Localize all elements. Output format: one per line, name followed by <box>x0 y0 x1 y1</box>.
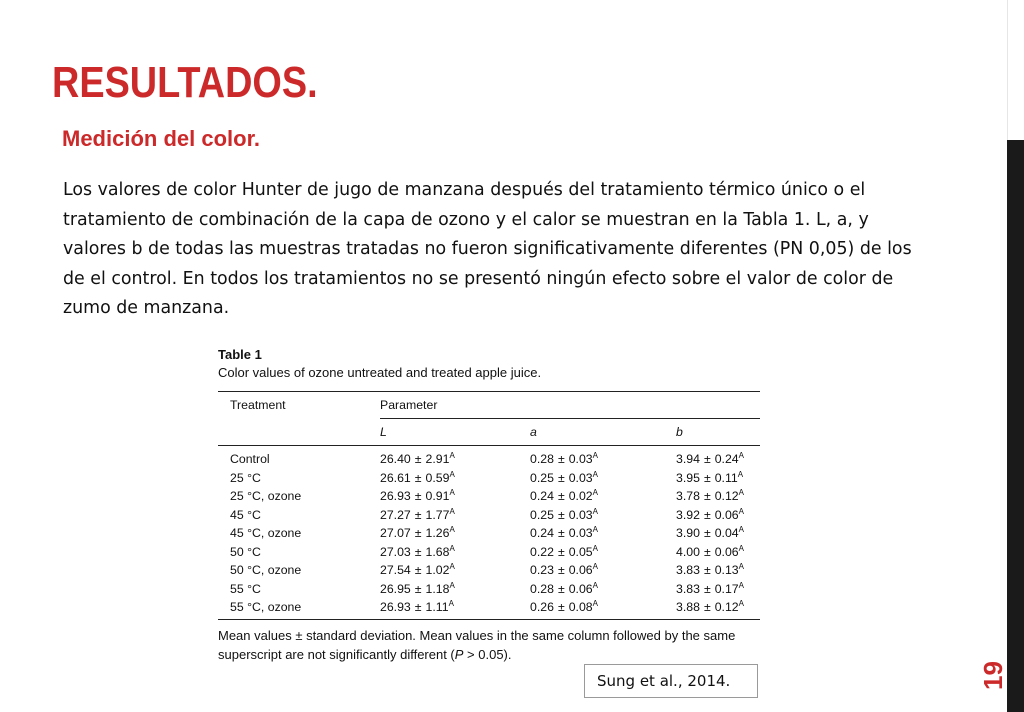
footnote-post: > 0.05). <box>463 646 512 662</box>
superscript-L: A <box>449 469 455 479</box>
plus-minus: ± <box>557 470 565 485</box>
header-treatment: Treatment <box>218 392 380 419</box>
superscript-L: A <box>448 599 454 608</box>
value-a: 0.28 <box>530 452 554 466</box>
cell-L <box>380 543 530 562</box>
superscript-a: A <box>592 543 598 553</box>
cell-treatment: 50 °C, ozone <box>230 563 302 577</box>
page-number: 19 <box>978 661 1008 690</box>
header-b: b <box>676 419 760 446</box>
cell-a <box>530 580 676 599</box>
superscript-a: A <box>592 580 598 590</box>
plus-minus: ± <box>414 600 422 614</box>
value-L: 26.93 <box>380 489 411 503</box>
cell-treatment: 50 °C <box>230 544 261 559</box>
plus-minus: ± <box>703 507 711 522</box>
value-a: 0.22 <box>530 544 554 559</box>
sd-L: 1.26 <box>425 526 450 540</box>
sd-L: 1.11 <box>425 600 449 614</box>
plus-minus: ± <box>703 544 711 559</box>
sd-L: 0.59 <box>425 470 450 485</box>
citation-box: Sung et al., 2014. <box>584 664 758 698</box>
superscript-L: A <box>449 543 455 553</box>
table-row <box>218 469 760 488</box>
sd-b: 0.12 <box>714 600 739 614</box>
sd-a: 0.03 <box>568 507 593 522</box>
cell-b <box>676 580 760 599</box>
cell-b <box>676 487 760 506</box>
value-b: 3.83 <box>676 581 700 596</box>
cell-treatment: 55 °C, ozone <box>218 598 380 619</box>
body-paragraph: Los valores de color Hunter de jugo de manzana después del tratamiento térmico único o el tratamiento de combinación de la capa de ozono y el calor se muestran en la Tabla 1. L, a, y valores b de todas las muestras tratadas no fueron significativamente diferentes (PN 0,05) de los de el control. En todos los tratamientos no se presentó ningún efecto sobre el valor de color de zumo de manzana. <box>63 180 912 318</box>
superscript-a: A <box>592 488 598 497</box>
table-row <box>218 598 760 619</box>
slide-subtitle: Medición del color. <box>62 126 261 151</box>
value-a: 0.24 <box>530 526 554 540</box>
value-L: 27.03 <box>380 544 411 559</box>
superscript-L: A <box>449 562 455 571</box>
right-accent-bar <box>1007 0 1024 712</box>
sd-L: 1.68 <box>425 544 450 559</box>
table-figure <box>218 346 766 664</box>
cell-treatment: 25 °C <box>230 470 261 485</box>
cell-treatment: 45 °C, ozone <box>230 526 302 540</box>
header-parameter: Parameter <box>380 392 760 419</box>
superscript-b: A <box>738 451 744 460</box>
header-a: a <box>530 419 676 446</box>
plus-minus: ± <box>703 563 711 577</box>
header-blank <box>218 419 380 446</box>
superscript-b: A <box>738 506 744 516</box>
plus-minus: ± <box>557 563 565 577</box>
superscript-b: A <box>738 525 744 534</box>
cell-b <box>676 598 760 619</box>
sd-b: 0.04 <box>714 526 739 540</box>
value-L: 27.07 <box>380 526 411 540</box>
superscript-a: A <box>592 599 598 608</box>
table-footnote <box>218 626 766 664</box>
superscript-b: A <box>738 543 744 553</box>
superscript-b: A <box>738 599 744 608</box>
superscript-L: A <box>449 506 455 516</box>
superscript-b: A <box>738 488 744 497</box>
table-row <box>218 543 760 562</box>
cell-L <box>380 469 530 488</box>
cell-L <box>380 487 530 506</box>
plus-minus: ± <box>414 581 422 596</box>
cell-a <box>530 524 676 543</box>
plus-minus: ± <box>414 452 422 466</box>
superscript-L: A <box>449 580 455 590</box>
table-row <box>218 580 760 599</box>
sd-b: 0.06 <box>714 507 739 522</box>
sd-L: 2.91 <box>425 452 450 466</box>
value-b: 3.88 <box>676 600 700 614</box>
cell-b <box>676 543 760 562</box>
sd-a: 0.06 <box>568 563 593 577</box>
sd-b: 0.13 <box>714 563 739 577</box>
table-label: Table 1 <box>218 347 262 362</box>
plus-minus: ± <box>557 507 565 522</box>
value-b: 3.94 <box>676 452 700 466</box>
cell-b <box>676 506 760 525</box>
footnote-pre: Mean values ± standard deviation. Mean values in the same column followed by the same superscript are not significantly different ( <box>218 627 736 662</box>
superscript-L: A <box>449 451 455 460</box>
superscript-L: A <box>449 525 455 534</box>
cell-treatment: 45 °C <box>230 507 261 522</box>
value-b: 3.90 <box>676 526 700 540</box>
superscript-b: A <box>738 580 744 590</box>
cell-b <box>676 446 760 469</box>
plus-minus: ± <box>414 489 422 503</box>
value-a: 0.25 <box>530 470 554 485</box>
plus-minus: ± <box>557 526 565 540</box>
right-bar-top <box>1007 0 1024 140</box>
cell-b <box>676 469 760 488</box>
value-a: 0.25 <box>530 507 554 522</box>
sd-L: 1.77 <box>425 507 450 522</box>
footnote-p: P <box>454 646 464 662</box>
value-a: 0.26 <box>530 600 554 614</box>
plus-minus: ± <box>557 544 565 559</box>
superscript-a: A <box>592 506 598 516</box>
right-bar-bottom <box>1007 140 1024 712</box>
value-b: 3.83 <box>676 563 700 577</box>
plus-minus: ± <box>703 600 711 614</box>
cell-a <box>530 446 676 469</box>
superscript-L: A <box>449 488 455 497</box>
superscript-b: A <box>738 562 744 571</box>
plus-minus: ± <box>703 581 711 596</box>
plus-minus: ± <box>703 526 711 540</box>
plus-minus: ± <box>414 526 422 540</box>
plus-minus: ± <box>557 452 565 466</box>
value-L: 27.27 <box>380 507 411 522</box>
table-row <box>218 561 760 580</box>
plus-minus: ± <box>557 489 565 503</box>
sd-L: 1.02 <box>425 563 450 577</box>
value-a: 0.23 <box>530 563 554 577</box>
sd-b: 0.17 <box>714 581 739 596</box>
cell-a <box>530 469 676 488</box>
sd-a: 0.03 <box>568 470 593 485</box>
cell-treatment: 55 °C <box>230 581 261 596</box>
slide-title: RESULTADOS. <box>52 58 318 107</box>
cell-a <box>530 487 676 506</box>
cell-a <box>530 543 676 562</box>
table-row <box>218 506 760 525</box>
sd-a: 0.06 <box>568 581 593 596</box>
sd-b: 0.11 <box>714 470 738 485</box>
cell-L <box>380 580 530 599</box>
cell-L <box>380 524 530 543</box>
plus-minus: ± <box>414 507 422 522</box>
sd-a: 0.02 <box>568 489 593 503</box>
value-L: 26.93 <box>380 600 411 614</box>
superscript-a: A <box>592 562 598 571</box>
cell-treatment: 25 °C, ozone <box>230 489 302 503</box>
cell-L <box>380 446 530 469</box>
cell-a <box>530 598 676 619</box>
color-values-table <box>218 391 760 620</box>
table-row <box>218 446 760 469</box>
value-a: 0.24 <box>530 489 554 503</box>
sd-b: 0.06 <box>714 544 739 559</box>
plus-minus: ± <box>703 452 711 466</box>
plus-minus: ± <box>703 470 711 485</box>
value-L: 27.54 <box>380 563 411 577</box>
plus-minus: ± <box>557 600 565 614</box>
value-L: 26.40 <box>380 452 411 466</box>
table-row <box>218 487 760 506</box>
value-L: 26.95 <box>380 581 411 596</box>
plus-minus: ± <box>703 489 711 503</box>
sd-b: 0.12 <box>714 489 739 503</box>
cell-L <box>380 598 530 619</box>
table-row <box>218 524 760 543</box>
value-b: 3.95 <box>676 470 700 485</box>
cell-L <box>380 506 530 525</box>
superscript-a: A <box>592 451 598 460</box>
sd-a: 0.03 <box>568 452 593 466</box>
sd-L: 1.18 <box>425 581 450 596</box>
value-a: 0.28 <box>530 581 554 596</box>
superscript-a: A <box>592 469 598 479</box>
cell-treatment: Control <box>230 452 270 466</box>
cell-a <box>530 561 676 580</box>
sd-L: 0.91 <box>425 489 450 503</box>
plus-minus: ± <box>414 544 422 559</box>
cell-b <box>676 561 760 580</box>
superscript-a: A <box>592 525 598 534</box>
superscript-b: A <box>737 469 744 479</box>
cell-a <box>530 506 676 525</box>
table-body <box>218 446 760 620</box>
value-b: 4.00 <box>676 544 700 559</box>
plus-minus: ± <box>414 470 422 485</box>
value-b: 3.92 <box>676 507 700 522</box>
value-b: 3.78 <box>676 489 700 503</box>
header-L: L <box>380 419 530 446</box>
plus-minus: ± <box>557 581 565 596</box>
cell-b <box>676 524 760 543</box>
value-L: 26.61 <box>380 470 411 485</box>
plus-minus: ± <box>414 563 422 577</box>
sd-a: 0.03 <box>568 526 593 540</box>
sd-a: 0.08 <box>568 600 593 614</box>
sd-a: 0.05 <box>568 544 593 559</box>
sd-b: 0.24 <box>714 452 739 466</box>
table-caption: Color values of ozone untreated and treated apple juice. <box>218 365 542 380</box>
cell-L <box>380 561 530 580</box>
